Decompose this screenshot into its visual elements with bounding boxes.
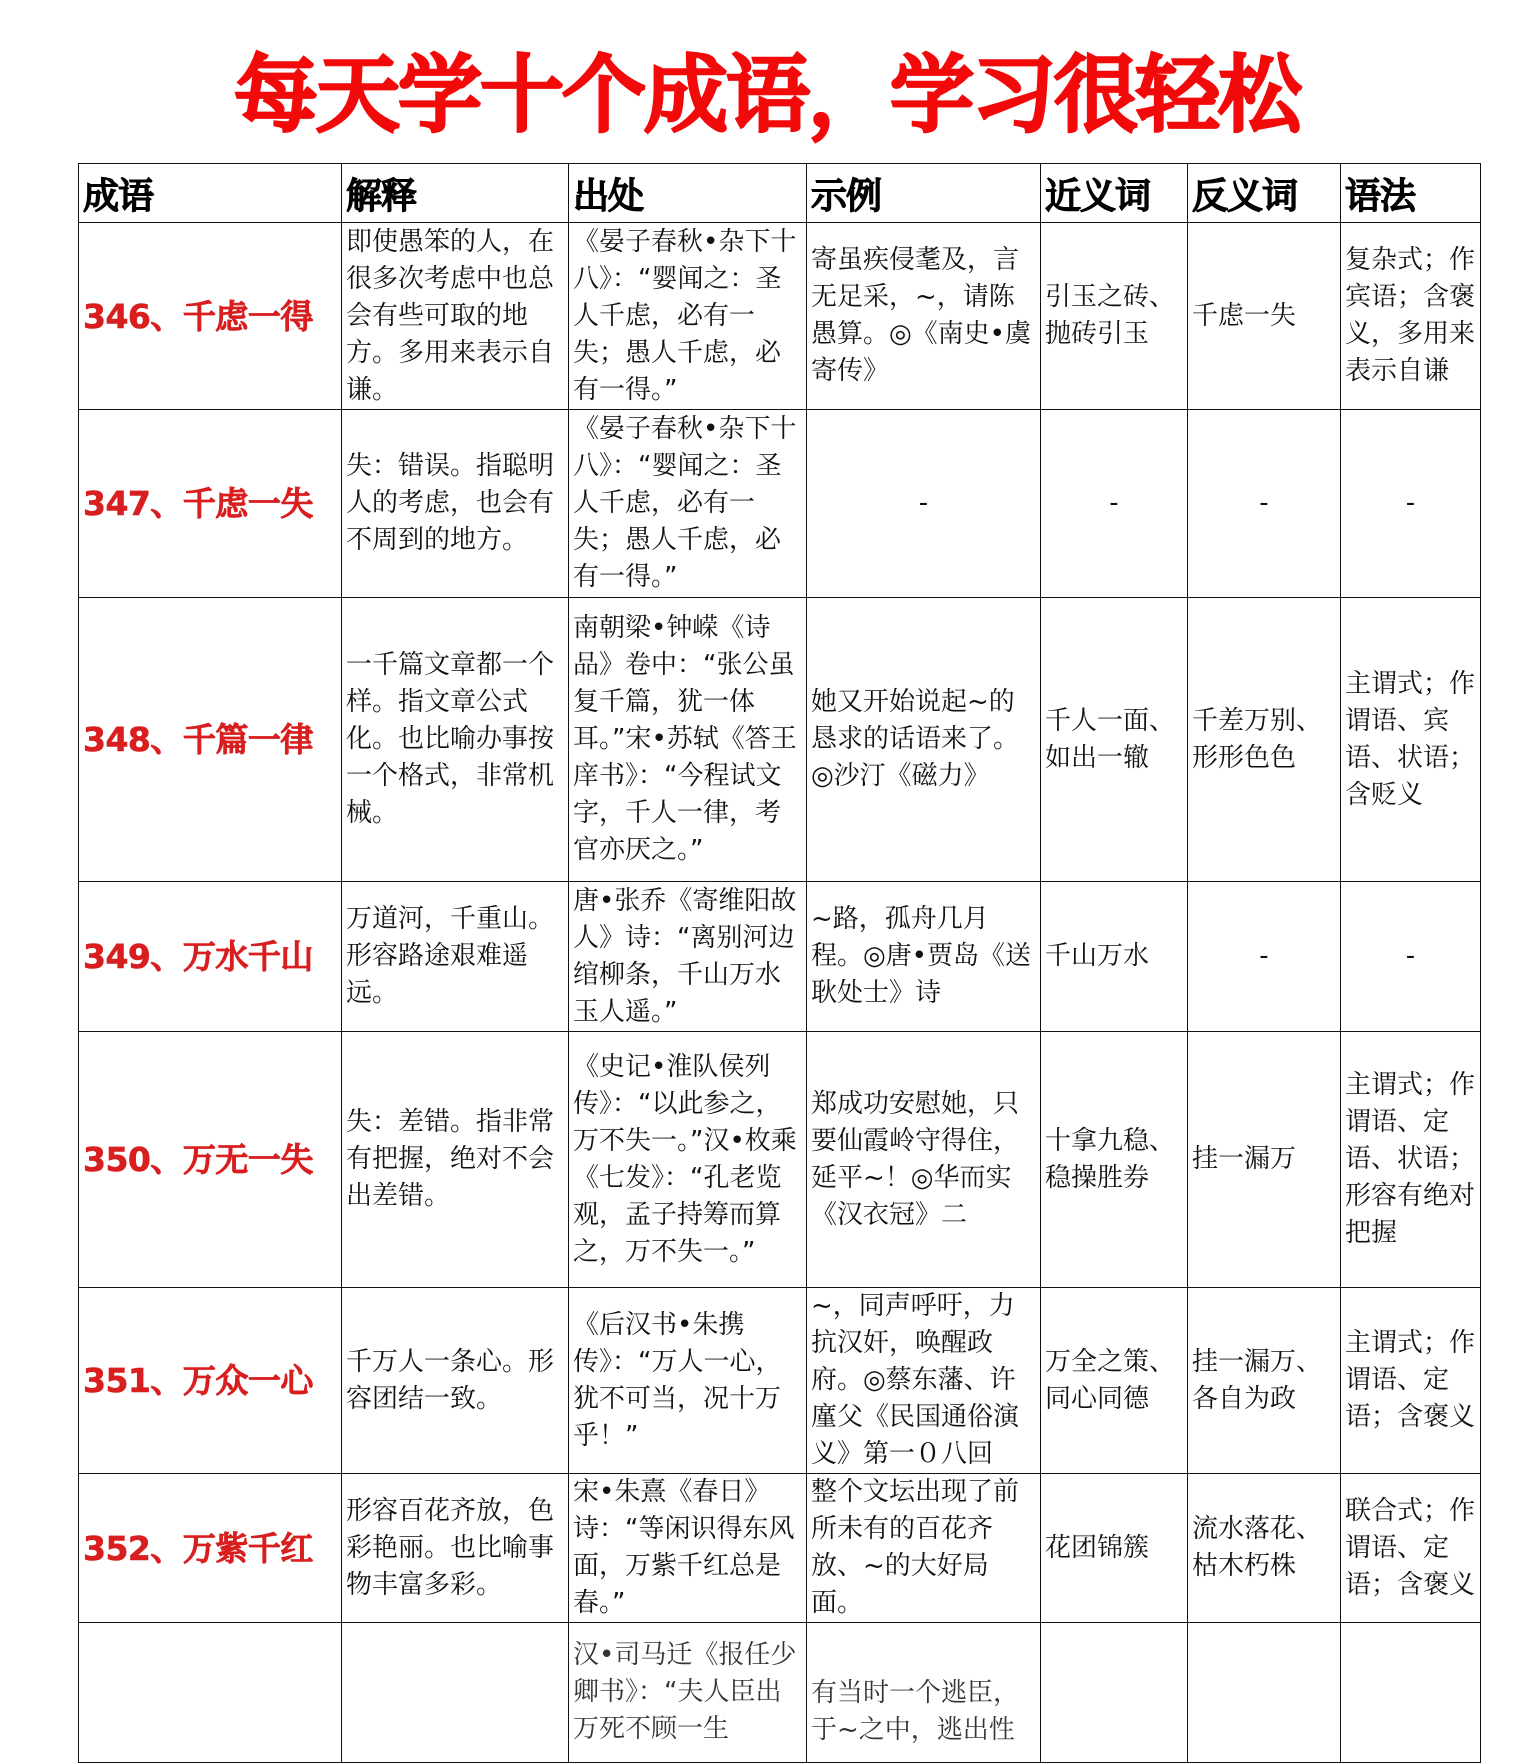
idiom-example: 寄虽疾侵耄及，言无足采，~，请陈愚算。◎《南史•虞寄传》 — [807, 223, 1041, 410]
idiom-name: 349、万水千山 — [79, 882, 342, 1032]
idiom-grammar: - — [1341, 882, 1481, 1032]
idiom-name: 346、千虑一得 — [79, 223, 342, 410]
header-idiom: 成语 — [79, 164, 342, 223]
idiom-antonyms: - — [1188, 882, 1341, 1032]
header-synonyms: 近义词 — [1041, 164, 1188, 223]
idiom-grammar: 复杂式；作宾语；含褒义，多用来表示自谦 — [1341, 223, 1481, 410]
idiom-example: ~，同声呼吁，力抗汉奸，唤醒政府。◎蔡东藩、许廑父《民国通俗演义》第一０八回 — [807, 1288, 1041, 1474]
idiom-explanation: 千万人一条心。形容团结一致。 — [342, 1288, 569, 1474]
idiom-explanation: 失：错误。指聪明人的考虑，也会有不周到的地方。 — [342, 410, 569, 598]
idiom-grammar: 联合式；作谓语、定语；含褒义 — [1341, 1474, 1481, 1623]
idiom-name: 348、千篇一律 — [79, 598, 342, 882]
idiom-grammar: 主谓式；作谓语、定语；含褒义 — [1341, 1288, 1481, 1474]
table-row — [79, 1474, 1481, 1623]
table-row — [79, 882, 1481, 1032]
idiom-synonyms: 花团锦簇 — [1041, 1474, 1188, 1623]
idiom-synonyms: 千山万水 — [1041, 882, 1188, 1032]
idiom-example: 有当时一个逃臣，于~之中，逃出性 — [807, 1623, 1041, 1763]
idiom-name — [79, 1623, 342, 1763]
idiom-grammar: 主谓式；作谓语、宾语、状语；含贬义 — [1341, 598, 1481, 882]
idiom-antonyms: 挂一漏万 — [1188, 1032, 1341, 1288]
idiom-source: 宋•朱熹《春日》诗：“等闲识得东风面，万紫千红总是春。” — [569, 1474, 807, 1623]
idiom-source: 南朝梁•钟嵘《诗品》卷中：“张公虽复千篇，犹一体耳。”宋•苏轼《答王庠书》：“今程试文字，千人一律，考官亦厌之。” — [569, 598, 807, 882]
page-title: 每天学十个成语，学习很轻松 — [233, 46, 1300, 144]
idiom-example: 整个文坛出现了前所未有的百花齐放、~的大好局面。 — [807, 1474, 1041, 1623]
idiom-explanation — [342, 1623, 569, 1763]
idiom-table — [78, 163, 1481, 1763]
idiom-source: 《后汉书•朱携传》：“万人一心，犹不可当，况十万乎！” — [569, 1288, 807, 1474]
idiom-explanation: 即使愚笨的人，在很多次考虑中也总会有些可取的地方。多用来表示自谦。 — [342, 223, 569, 410]
header-example: 示例 — [807, 164, 1041, 223]
idiom-explanation: 一千篇文章都一个样。指文章公式化。也比喻办事按一个格式，非常机械。 — [342, 598, 569, 882]
idiom-synonyms: 引玉之砖、抛砖引玉 — [1041, 223, 1188, 410]
idiom-antonyms: 流水落花、枯木朽株 — [1188, 1474, 1341, 1623]
table-row — [79, 410, 1481, 598]
table-row — [79, 1032, 1481, 1288]
idiom-source: 唐•张乔《寄维阳故人》诗：“离别河边绾柳条，千山万水玉人遥。” — [569, 882, 807, 1032]
idiom-source: 《史记•淮队侯列传》：“以此参之，万不失一。”汉•枚乘《七发》：“孔老览观，孟子持筹而算之，万不失一。” — [569, 1032, 807, 1288]
idiom-synonyms: 十拿九稳、稳操胜券 — [1041, 1032, 1188, 1288]
idiom-antonyms: - — [1188, 410, 1341, 598]
header-explanation: 解释 — [342, 164, 569, 223]
idiom-name: 352、万紫千红 — [79, 1474, 342, 1623]
idiom-source: 汉•司马迁《报任少卿书》：“夫人臣出万死不顾一生 — [569, 1623, 807, 1763]
idiom-example: ~路，孤舟几月程。◎唐•贾岛《送耿处士》诗 — [807, 882, 1041, 1032]
idiom-synonyms: 万全之策、同心同德 — [1041, 1288, 1188, 1474]
table-row — [79, 598, 1481, 882]
idiom-name: 350、万无一失 — [79, 1032, 342, 1288]
idiom-antonyms — [1188, 1623, 1341, 1763]
idiom-name: 351、万众一心 — [79, 1288, 342, 1474]
idiom-source: 《晏子春秋•杂下十八》：“婴闻之：圣人千虑，必有一失；愚人千虑，必有一得。” — [569, 410, 807, 598]
idiom-grammar — [1341, 1623, 1481, 1763]
idiom-source: 《晏子春秋•杂下十八》：“婴闻之：圣人千虑，必有一失；愚人千虑，必有一得。” — [569, 223, 807, 410]
table-row-partial — [79, 1623, 1481, 1763]
idiom-explanation: 失：差错。指非常有把握，绝对不会出差错。 — [342, 1032, 569, 1288]
table-row — [79, 223, 1481, 410]
header-antonyms: 反义词 — [1188, 164, 1341, 223]
idiom-antonyms: 千差万别、形形色色 — [1188, 598, 1341, 882]
idiom-example: 她又开始说起~的恳求的话语来了。◎沙汀《磁力》 — [807, 598, 1041, 882]
idiom-synonyms: - — [1041, 410, 1188, 598]
header-grammar: 语法 — [1341, 164, 1481, 223]
idiom-antonyms: 挂一漏万、各自为政 — [1188, 1288, 1341, 1474]
header-source: 出处 — [569, 164, 807, 223]
idiom-explanation: 万道河，千重山。形容路途艰难遥远。 — [342, 882, 569, 1032]
idiom-synonyms — [1041, 1623, 1188, 1763]
table-row — [79, 1288, 1481, 1474]
table-header-row — [79, 164, 1481, 223]
idiom-grammar: - — [1341, 410, 1481, 598]
idiom-name: 347、千虑一失 — [79, 410, 342, 598]
idiom-explanation: 形容百花齐放，色彩艳丽。也比喻事物丰富多彩。 — [342, 1474, 569, 1623]
idiom-antonyms: 千虑一失 — [1188, 223, 1341, 410]
idiom-synonyms: 千人一面、如出一辙 — [1041, 598, 1188, 882]
idiom-grammar: 主谓式；作谓语、定语、状语；形容有绝对把握 — [1341, 1032, 1481, 1288]
idiom-example: - — [807, 410, 1041, 598]
idiom-example: 郑成功安慰她，只要仙霞岭守得住，延平~！◎华而实《汉衣冠》二 — [807, 1032, 1041, 1288]
